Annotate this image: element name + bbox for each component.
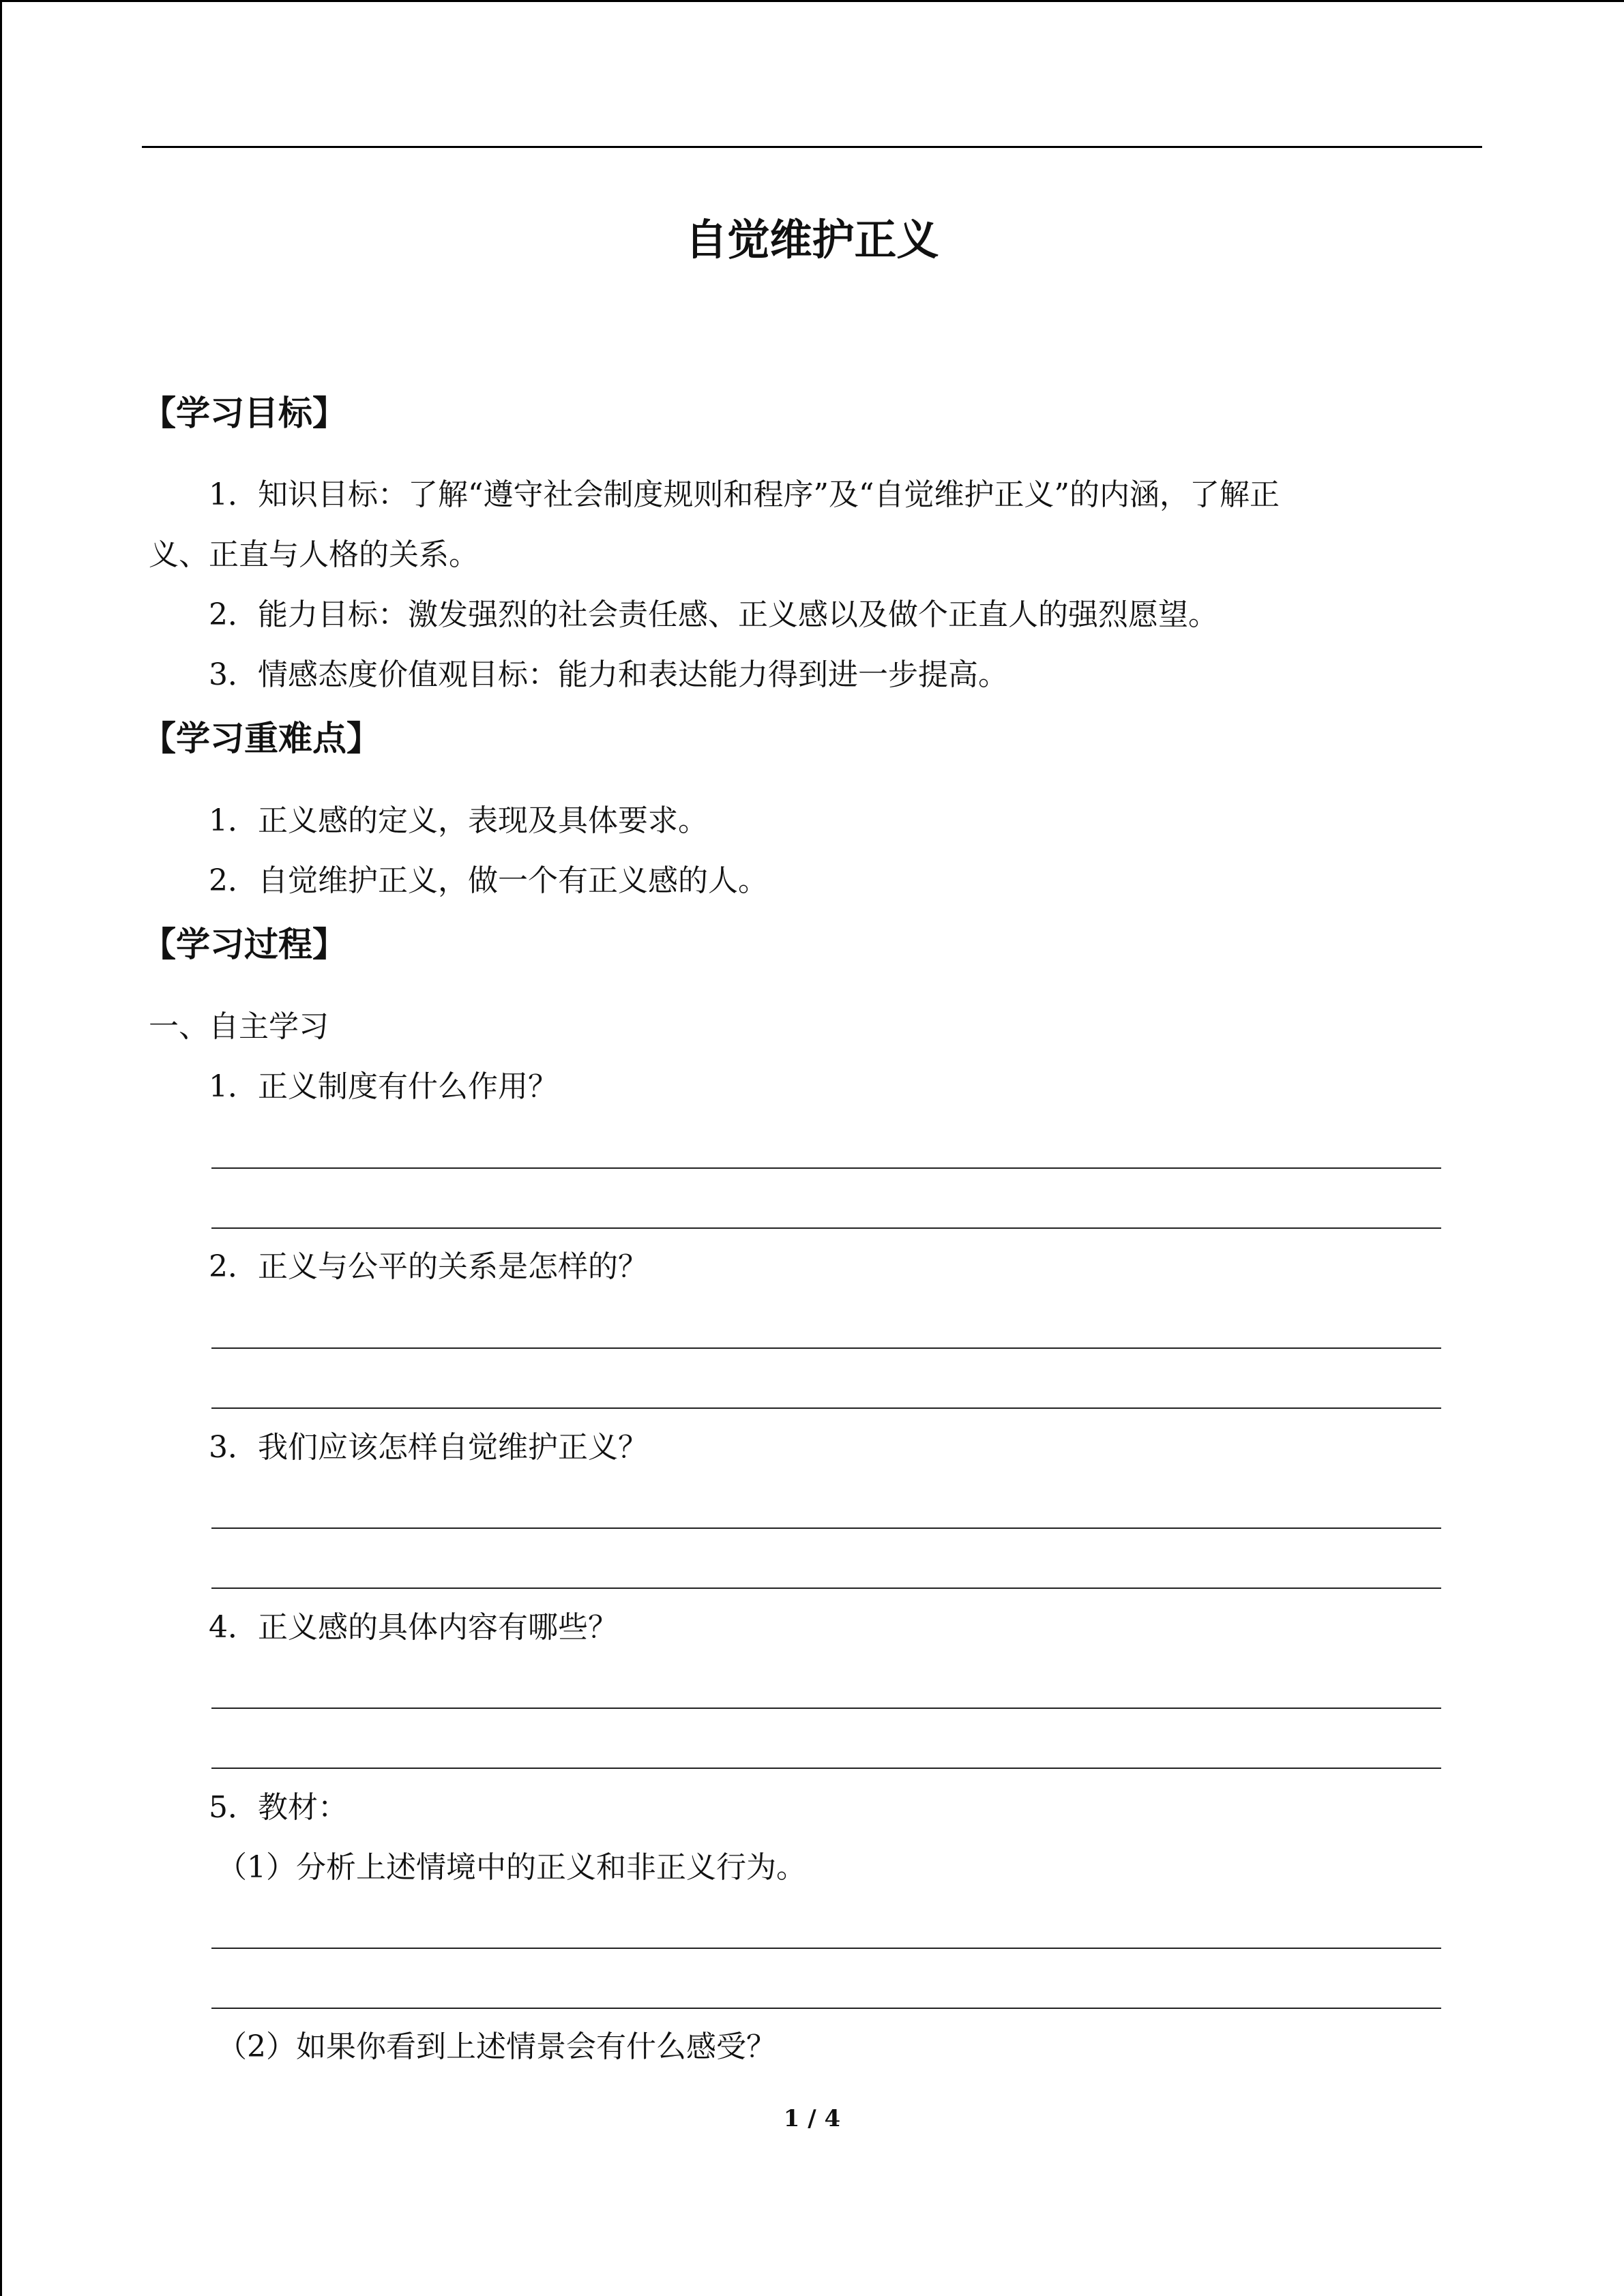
question-2: 2．正义与公平的关系是怎样的？ <box>209 1249 648 1284</box>
objectives-heading: 【学习目标】 <box>142 393 346 433</box>
objective-2: 2．能力目标：激发强烈的社会责任感、正义感以及做个正直人的强烈愿望。 <box>209 597 1218 632</box>
answer-line <box>211 1347 1441 1349</box>
question-4: 4．正义感的具体内容有哪些？ <box>209 1610 618 1645</box>
answer-line <box>211 1587 1441 1589</box>
answer-line <box>211 1407 1441 1409</box>
question-5: 5．教材： <box>209 1790 348 1825</box>
objective-1-line-2: 义、正直与人格的关系。 <box>149 537 479 572</box>
answer-line <box>211 1768 1441 1769</box>
answer-line <box>211 1948 1441 1949</box>
answer-line <box>211 2008 1441 2009</box>
question-5-1: （1）分析上述情境中的正义和非正义行为。 <box>217 1850 806 1885</box>
objective-1-line-1: 1．知识目标：了解“遵守社会制度规则和程序”及“自觉维护正义”的内涵，了解正 <box>209 477 1280 512</box>
page-border-left <box>0 0 2 2296</box>
answer-line <box>211 1527 1441 1529</box>
answer-line <box>211 1708 1441 1709</box>
header-rule <box>142 146 1482 148</box>
key-point-1: 1．正义感的定义，表现及具体要求。 <box>209 803 708 838</box>
objective-3: 3．情感态度价值观目标：能力和表达能力得到进一步提高。 <box>209 657 1008 692</box>
page-title: 自觉维护正义 <box>685 215 939 265</box>
question-3: 3．我们应该怎样自觉维护正义？ <box>209 1430 648 1465</box>
process-heading: 【学习过程】 <box>142 925 346 964</box>
question-5-2: （2）如果你看到上述情景会有什么感受？ <box>217 2029 776 2064</box>
question-1: 1．正义制度有什么作用？ <box>209 1069 558 1104</box>
key-point-2: 2．自觉维护正义，做一个有正义感的人。 <box>209 863 768 898</box>
page-border-top <box>0 0 1624 2</box>
part-1-title: 一、自主学习 <box>149 1009 329 1044</box>
page-number: 1 / 4 <box>783 2105 841 2132</box>
answer-line <box>211 1227 1441 1229</box>
key-points-heading: 【学习重难点】 <box>142 719 381 758</box>
answer-line <box>211 1167 1441 1169</box>
